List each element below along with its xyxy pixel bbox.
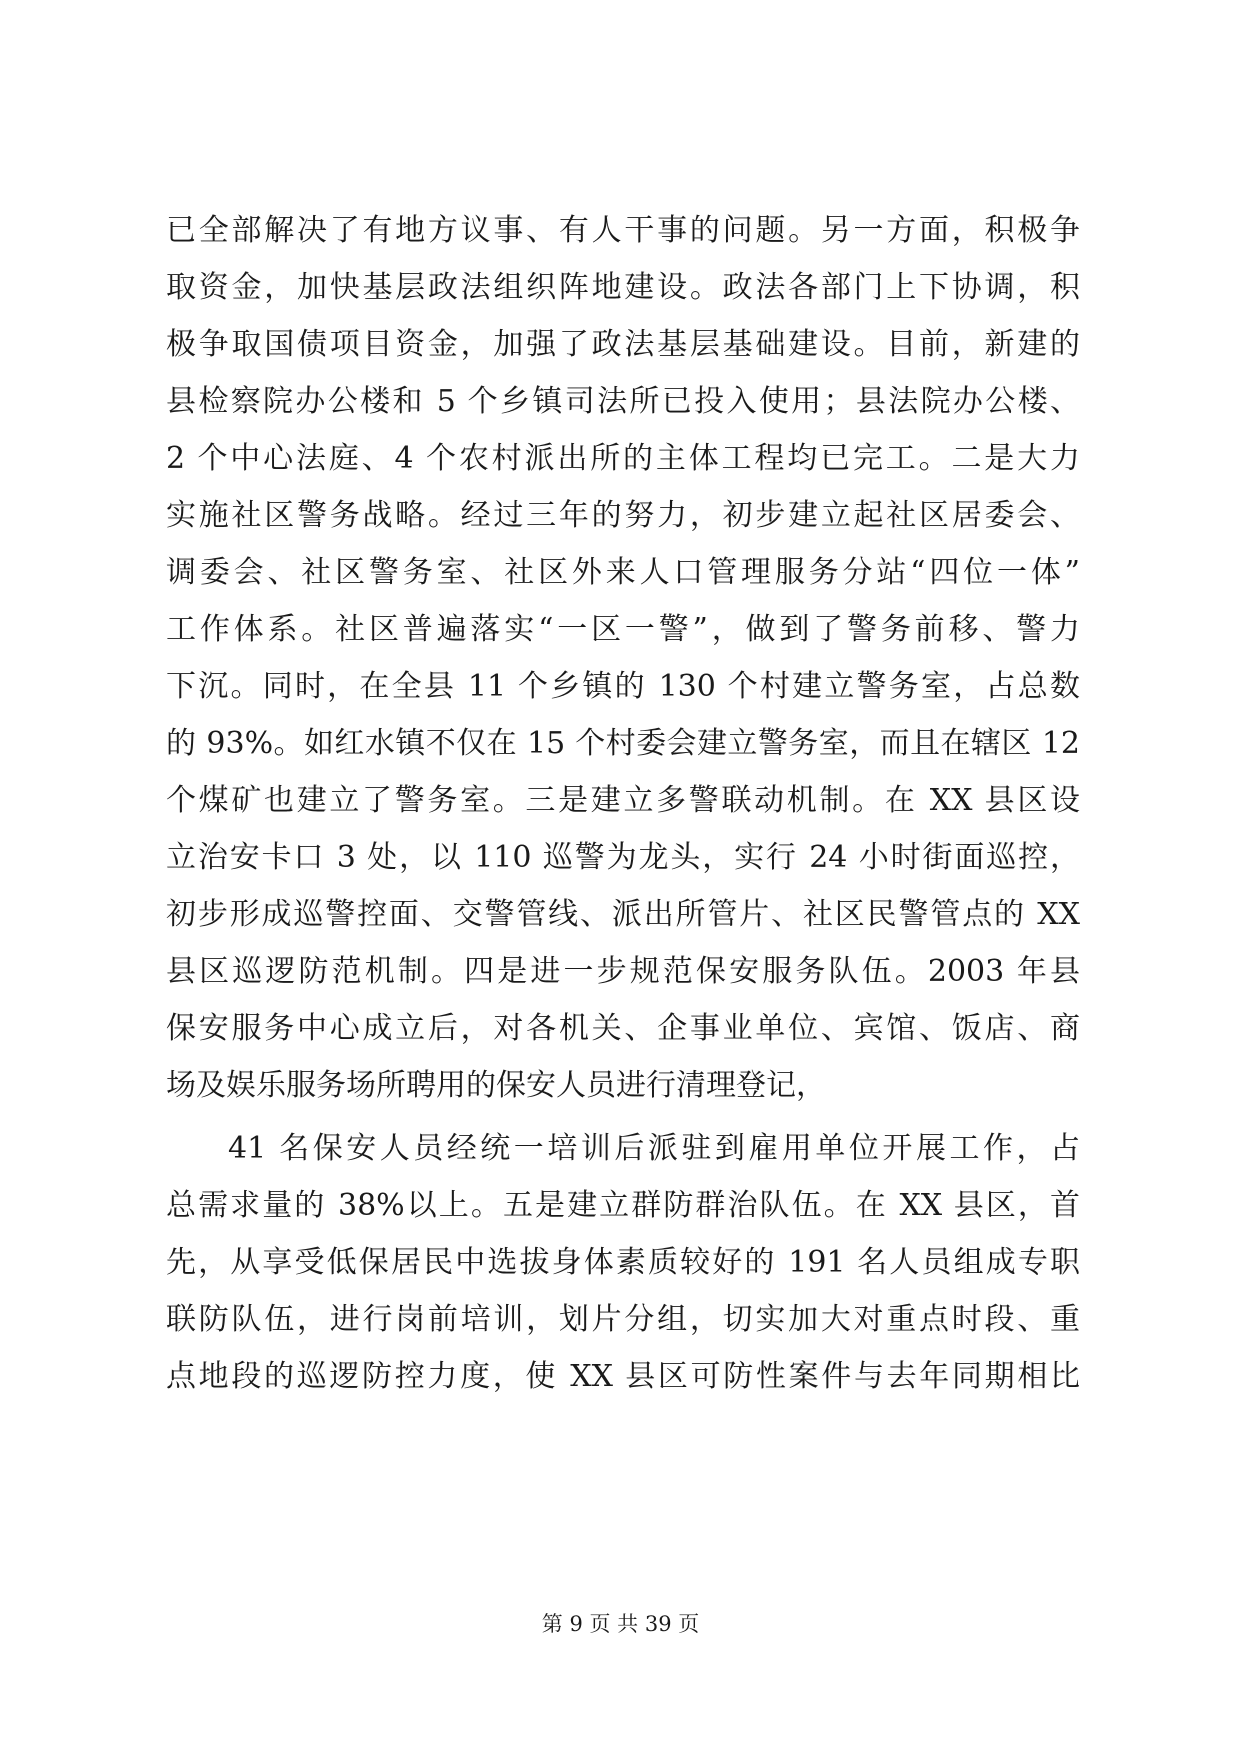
text-line: 调委会、社区警务室、社区外来人口管理服务分站“四位一体” (166, 555, 1080, 590)
text-line: 联防队伍，进行岗前培训，划片分组，切实加大对重点时段、重 (166, 1302, 1080, 1337)
text-line: 工作体系。社区普遍落实“一区一警”，做到了警务前移、警力 (166, 612, 1080, 647)
text-line: 下沉。同时，在全县 11 个乡镇的 130 个村建立警务室，占总数 (166, 669, 1080, 704)
text-line: 已全部解决了有地方议事、有人干事的问题。另一方面，积极争 (166, 213, 1080, 248)
text-line: 取资金，加快基层政法组织阵地建设。政法各部门上下协调，积 (166, 270, 1080, 305)
page-number-footer: 第 9 页 共 39 页 (541, 1612, 700, 1636)
text-line: 41 名保安人员经统一培训后派驻到雇用单位开展工作，占 (228, 1131, 1080, 1166)
text-line: 极争取国债项目资金，加强了政法基层基础建设。目前，新建的 (166, 327, 1080, 362)
text-line: 的 93%。如红水镇不仅在 15 个村委会建立警务室，而且在辖区 12 (166, 726, 1080, 761)
text-line: 场及娱乐服务场所聘用的保安人员进行清理登记， (166, 1068, 826, 1103)
text-line: 点地段的巡逻防控力度，使 XX 县区可防性案件与去年同期相比 (166, 1359, 1080, 1394)
text-line: 县检察院办公楼和 5 个乡镇司法所已投入使用；县法院办公楼、 (166, 384, 1080, 419)
text-line: 总需求量的 38%以上。五是建立群防群治队伍。在 XX 县区，首 (166, 1188, 1080, 1223)
text-line: 个煤矿也建立了警务室。三是建立多警联动机制。在 XX 县区设 (166, 783, 1080, 818)
text-line: 实施社区警务战略。经过三年的努力，初步建立起社区居委会、 (166, 498, 1080, 533)
text-line: 保安服务中心成立后，对各机关、企事业单位、宾馆、饭店、商 (166, 1011, 1080, 1046)
text-line: 先，从享受低保居民中选拔身体素质较好的 191 名人员组成专职 (166, 1245, 1080, 1280)
text-line: 立治安卡口 3 处，以 110 巡警为龙头，实行 24 小时街面巡控， (166, 840, 1080, 875)
text-line: 县区巡逻防范机制。四是进一步规范保安服务队伍。2003 年县 (166, 954, 1080, 989)
text-line: 初步形成巡警控面、交警管线、派出所管片、社区民警管点的 XX (166, 897, 1080, 932)
text-line: 2 个中心法庭、4 个农村派出所的主体工程均已完工。二是大力 (166, 441, 1080, 476)
